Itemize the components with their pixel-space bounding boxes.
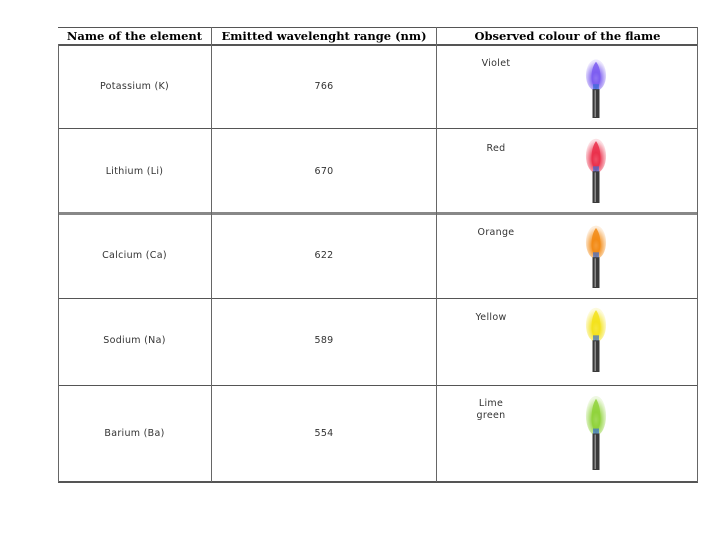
element-name: Sodium (Na) [103,335,166,346]
element-name: Lithium (Li) [105,166,164,177]
table-bottom-rule [58,481,698,483]
element-name: Barium (Ba) [104,428,165,439]
column-divider [58,44,59,482]
element-name: Calcium (Ca) [102,250,167,261]
flame-colour-label: Yellow [475,312,507,323]
row-divider [58,385,698,386]
row-divider [58,128,698,129]
burner-tube-highlight [595,258,597,287]
lime-green-flame-burner-icon [578,394,614,470]
flame-colour-label: Red [486,143,506,154]
row-divider [58,212,698,215]
table-header-rule [58,44,698,46]
column-divider [436,27,437,482]
wavelength-value: 766 [314,81,334,92]
yellow-flame-burner-icon [578,306,614,372]
flame-colour-label: Lime green [476,398,506,421]
wavelength-value: 554 [314,428,334,439]
table-top-rule [58,27,698,28]
wavelength-value: 670 [314,166,334,177]
burner-tube-highlight [595,90,597,117]
header-wavelength: Emitted wavelenght range (nm) [221,29,427,43]
burner-tube-highlight [595,341,597,371]
flame-colour-label: Violet [481,58,511,69]
column-divider [697,27,698,482]
header-colour: Observed colour of the flame [474,29,661,43]
wavelength-value: 622 [314,250,334,261]
header-element: Name of the element [66,29,203,43]
burner-tube-highlight [595,172,597,202]
red-flame-burner-icon [578,137,614,203]
violet-flame-burner-icon [578,58,614,118]
orange-flame-burner-icon [578,224,614,288]
flame-colour-label: Orange [477,227,515,238]
row-divider [58,298,698,299]
element-name: Potassium (K) [99,81,170,92]
wavelength-value: 589 [314,335,334,346]
burner-tube-highlight [595,435,597,469]
